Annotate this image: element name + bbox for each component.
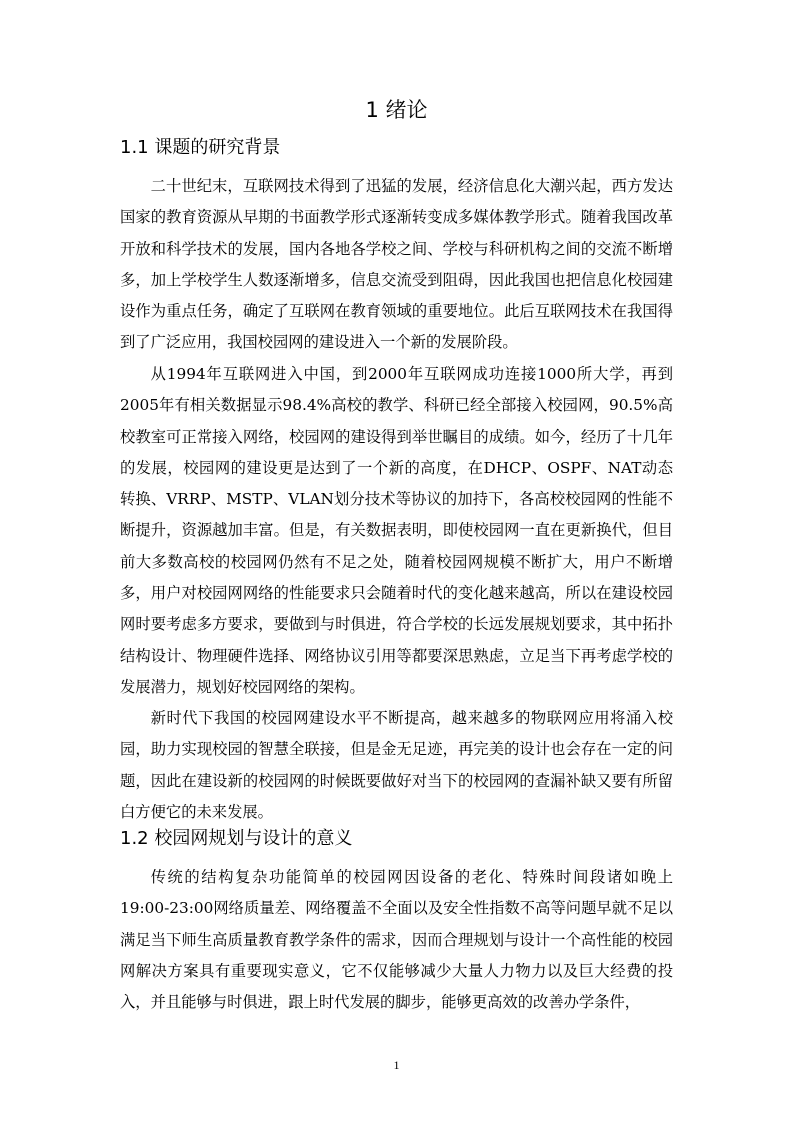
paragraph-background-1: 二十世纪末，互联网技术得到了迅猛的发展，经济信息化大潮兴起，西方发达国家的教育资源从早期的书面教学形式逐渐转变成多媒体教学形式。随着我国改革开放和科学技术的发展，国内各地各学校之间、学校与科研机构之间的交流不断增多，加上学校学生人数逐渐增多，信息交流受到阻碍，因此我国也把信息化校园建设作为重点任务，确定了互联网在教育领域的重要地位。此后互联网技术在我国得到了广泛应用，我国校园网的建设进入一个新的发展阶段。 — [120, 177, 673, 352]
paragraph-background-3: 新时代下我国的校园网建设水平不断提高，越来越多的物联网应用将涌入校园，助力实现校园的智慧全联接，但是金无足迹，再完美的设计也会存在一定的问题，因此在建设新的校园网的时候既要做好对当下的校园网的查漏补缺又要有所留白方便它的未来发展。 — [120, 709, 673, 821]
chapter-title: 1 绪论 — [365, 98, 428, 122]
page-number: 1 — [393, 1058, 400, 1072]
section-heading-1-2: 1.2 校园网规划与设计的意义 — [120, 828, 353, 849]
paragraph-significance-1: 传统的结构复杂功能简单的校园网因设备的老化、特殊时间段诸如晚上19:00-23:00网络质量差、网络覆盖不全面以及安全性指数不高等问题早就不足以满足当下师生高质量教育教学条件的需求，因而合理规划与设计一个高性能的校园网解决方案具有重要现实意义，它不仅能够减少大量人力物力以及巨大经费的投入，并且能够与时俱进，跟上时代发展的脚步，能够更高效的改善办学条件， — [120, 868, 673, 1012]
section-heading-1-1: 1.1 课题的研究背景 — [120, 137, 281, 158]
paragraph-background-2: 从1994年互联网进入中国，到2000年互联网成功连接1000所大学，再到2005年有相关数据显示98.4%高校的教学、科研已经全部接入校园网，90.5%高校教室可正常接入网络，校园网的建设得到举世瞩目的成绩。如今，经历了十几年的发展，校园网的建设更是达到了一个新的高度，在DHCP、OSPF、NAT动态转换、VRRP、MSTP、VLAN划分技术等协议的加持下，各高校校园网的性能不断提升，资源越加丰富。但是，有关数据表明，即使校园网一直在更新换代，但目前大多数高校的校园网仍然有不足之处，随着校园网规模不断扩大，用户不断增多，用户对校园网网络的性能要求只会随着时代的变化越来越高，所以在建设校园网时要考虑多方要求，要做到与时俱进，符合学校的长远发展规划要求，其中拓扑结构设计、物理硬件选择、网络协议引用等都要深思熟虑，立足当下再考虑学校的发展潜力，规划好校园网络的架构。 — [120, 365, 673, 696]
